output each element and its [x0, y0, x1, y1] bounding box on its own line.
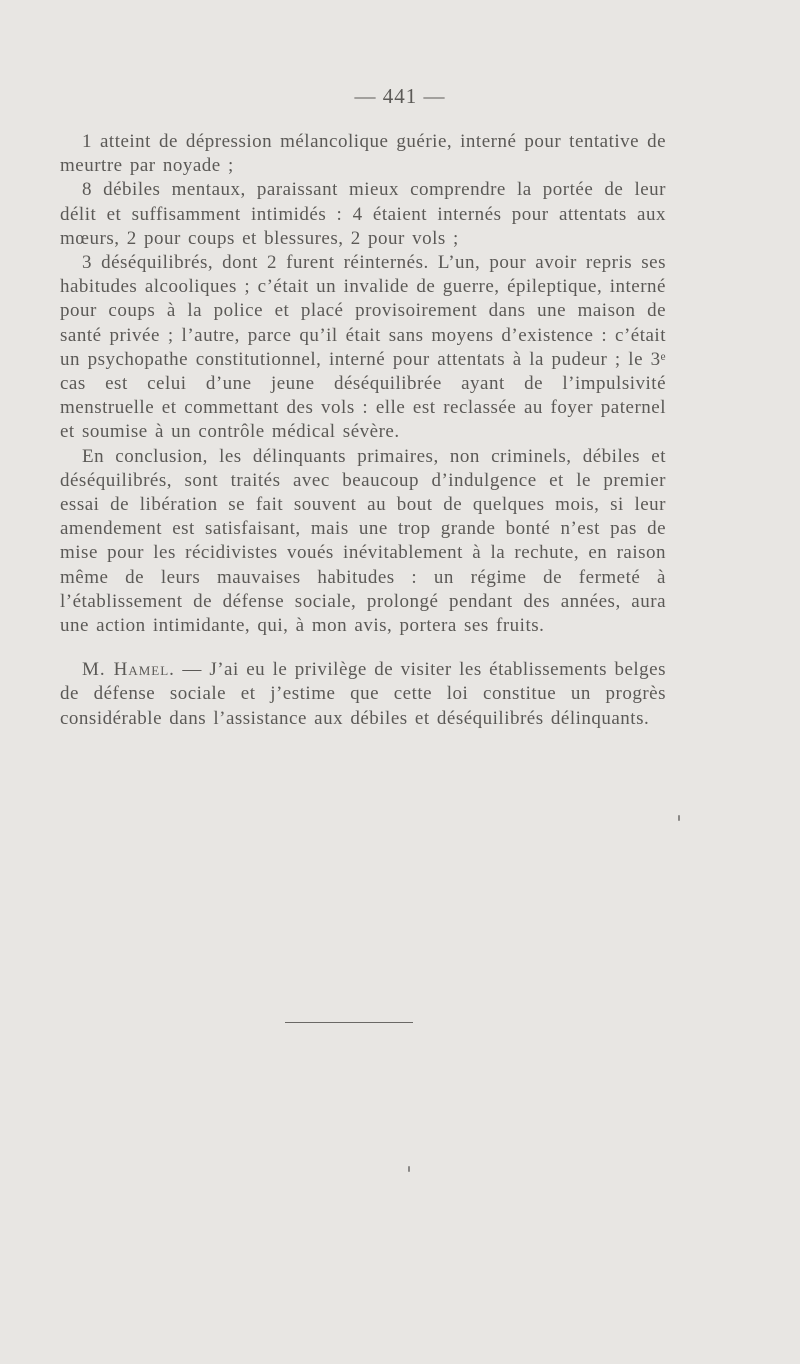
speaker-name: M. Hamel.	[82, 659, 175, 681]
ink-speck	[408, 1166, 410, 1172]
body-text	[60, 130, 666, 731]
paragraph-debiles: 8 débiles mentaux, paraissant mieux comprendre la portée de leur délit et suffisamment intimidés : 4 étaient internés pour attentats aux mœurs, 2 pour coups et blessures, 2 pour vols ;	[60, 179, 666, 249]
closing-rule	[285, 1022, 413, 1023]
speaker-statement: — J’ai eu le privilège de visiter les établissements belges de défense sociale et j’estime que cette loi constitue un progrès considérable dans l’assistance aux débiles et déséquilibrés délinquants.	[60, 659, 666, 729]
paragraph-conclusion: En conclusion, les délinquants primaires, non criminels, débiles et déséquilibrés, sont traités avec beaucoup d’indulgence et le premier essai de libération se fait souvent au bout de quelques mois, si leur amendement est satisfaisant, mais une trop grande bonté n’est pas de mise pour les récidivistes voués inévitablement à la rechute, en raison même de leurs mauvaises habitudes : un régime de fermeté à l’établissement de défense sociale, prolongé pendant des années, aura une action intimidante, qui, à mon avis, portera ses fruits.	[60, 445, 666, 637]
page-number: — 441 —	[354, 84, 446, 108]
paragraph-desequilibres: 3 déséquilibrés, dont 2 furent réinternés. L’un, pour avoir repris ses habitudes alcooliques ; c’était un invalide de guerre, épileptique, interné pour coups à la police et placé provisoirement dans une maison de santé privée ; l’autre, parce qu’il était sans moyens d’existence : c’était un psychopathe constitutionnel, interné pour attentats à la pudeur ; le 3ᵉ cas est celui d’une jeune déséquilibrée ayant de l’impulsivité menstruelle et commettant des vols : elle est reclassée au foyer paternel et soumise à un contrôle médical sévère.	[60, 252, 666, 443]
paragraph-depression: 1 atteint de dépression mélancolique guérie, interné pour tentative de meurtre par noyade ;	[60, 131, 666, 177]
ink-speck	[678, 815, 680, 821]
paragraph-hamel	[60, 658, 666, 731]
